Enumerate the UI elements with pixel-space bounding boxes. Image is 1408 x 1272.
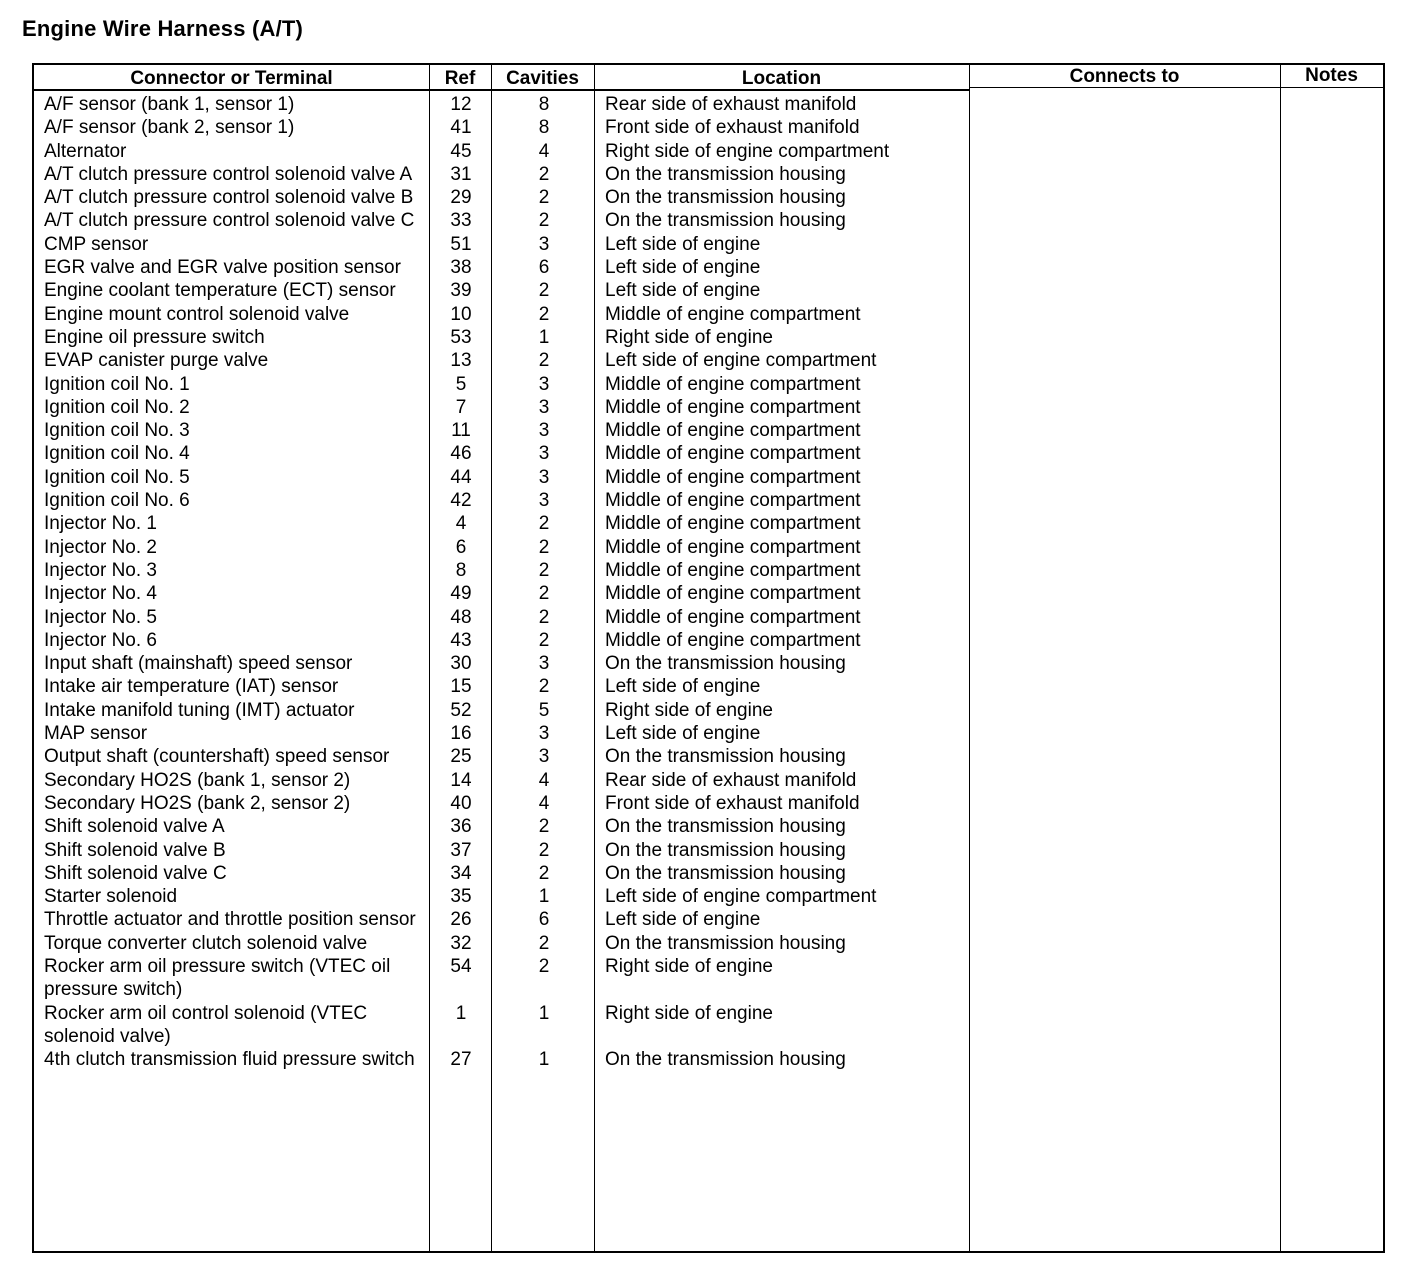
location: On the transmission housing (605, 816, 846, 838)
table-row (34, 722, 1383, 745)
location: Rear side of exhaust manifold (605, 769, 857, 791)
table-row (34, 466, 1383, 489)
ref-number: 45 (450, 140, 472, 162)
ref-number: 30 (450, 653, 472, 675)
connector-name: Throttle actuator and throttle position sensor (44, 909, 416, 931)
location: Middle of engine compartment (605, 443, 861, 465)
header-notes: Notes (1305, 65, 1358, 86)
ref-number: 48 (450, 606, 472, 628)
connector-name: Injector No. 5 (44, 606, 157, 628)
cavities-count: 3 (538, 746, 550, 768)
ref-number: 12 (450, 94, 472, 115)
table-row (34, 326, 1383, 349)
header-connector: Connector or Terminal (130, 68, 333, 89)
ref-number: 40 (450, 792, 472, 814)
table-row (34, 93, 1383, 116)
header-location: Location (741, 68, 822, 89)
connector-name: Torque converter clutch solenoid valve (44, 932, 368, 954)
table-row (34, 652, 1383, 675)
connector-name: A/T clutch pressure control solenoid valve C (44, 210, 415, 232)
table-row (34, 559, 1383, 582)
cavities-count: 2 (538, 513, 550, 535)
connector-name: Shift solenoid valve A (44, 816, 225, 838)
table-row (34, 233, 1383, 256)
cavities-count: 1 (538, 326, 550, 348)
connector-name: Engine coolant temperature (ECT) sensor (44, 280, 396, 302)
connector-name: Secondary HO2S (bank 1, sensor 2) (44, 769, 351, 791)
table-row (34, 116, 1383, 139)
table-row (34, 606, 1383, 629)
table-row (34, 955, 1383, 1002)
table-body (34, 93, 1383, 1071)
connector-name: A/F sensor (bank 2, sensor 1) (44, 117, 295, 139)
connector-name: Ignition coil No. 4 (44, 443, 190, 465)
table-row (34, 419, 1383, 442)
cavities-count: 1 (538, 1049, 550, 1071)
ref-number: 42 (450, 490, 472, 512)
table-row (34, 373, 1383, 396)
connector-name: Ignition coil No. 2 (44, 396, 190, 418)
cavities-count: 2 (538, 676, 550, 698)
location: Left side of engine (605, 280, 761, 302)
location: Front side of exhaust manifold (605, 792, 860, 814)
cavities-count: 3 (538, 420, 550, 442)
harness-table (32, 63, 1385, 1253)
ref-number: 16 (450, 723, 472, 745)
connector-name: A/F sensor (bank 1, sensor 1) (44, 94, 295, 115)
table-row (34, 512, 1383, 535)
cavities-count: 2 (538, 816, 550, 838)
location: Front side of exhaust manifold (605, 117, 860, 139)
connector-name: Engine oil pressure switch (44, 326, 265, 348)
ref-number: 53 (450, 326, 472, 348)
location: Middle of engine compartment (605, 373, 861, 395)
location: Middle of engine compartment (605, 420, 861, 442)
table-row (34, 699, 1383, 722)
cavities-count: 2 (538, 583, 550, 605)
location: Right side of engine (605, 326, 773, 348)
connector-name: Ignition coil No. 1 (44, 373, 190, 395)
cavities-count: 2 (538, 559, 550, 581)
location: Left side of engine compartment (605, 886, 877, 908)
connector-name: Ignition coil No. 3 (44, 420, 190, 442)
location: Middle of engine compartment (605, 559, 861, 581)
ref-number: 5 (455, 373, 467, 395)
ref-number: 33 (450, 210, 472, 232)
connector-name: Injector No. 6 (44, 629, 157, 651)
table-row (34, 815, 1383, 838)
header-ref: Ref (444, 68, 476, 89)
ref-number: 44 (450, 466, 472, 488)
page-title: Engine Wire Harness (A/T) (22, 16, 304, 41)
connector-name: Injector No. 1 (44, 513, 157, 535)
location: On the transmission housing (605, 746, 846, 768)
ref-number: 26 (450, 909, 472, 931)
connector-name: Injector No. 4 (44, 583, 157, 605)
location: Middle of engine compartment (605, 583, 861, 605)
ref-number: 35 (450, 886, 472, 908)
table-row (34, 885, 1383, 908)
table-row (34, 769, 1383, 792)
connector-name: Intake manifold tuning (IMT) actuator (44, 699, 355, 721)
connector-name: Rocker arm oil control solenoid (VTEC solenoid valve) (44, 1002, 368, 1047)
table-row (34, 862, 1383, 885)
cavities-count: 6 (538, 257, 550, 279)
connector-name: Ignition coil No. 5 (44, 466, 190, 488)
ref-number: 38 (450, 257, 472, 279)
table-row (34, 932, 1383, 955)
ref-number: 43 (450, 629, 472, 651)
cavities-count: 2 (538, 350, 550, 372)
location: On the transmission housing (605, 839, 846, 861)
cavities-count: 2 (538, 955, 550, 977)
cavities-count: 3 (538, 723, 550, 745)
location: On the transmission housing (605, 862, 846, 884)
location: Middle of engine compartment (605, 490, 861, 512)
location: Middle of engine compartment (605, 629, 861, 651)
connector-name: A/T clutch pressure control solenoid valve B (44, 187, 414, 209)
table-row (34, 536, 1383, 559)
connector-name: Intake air temperature (IAT) sensor (44, 676, 339, 698)
location: Middle of engine compartment (605, 303, 861, 325)
cavities-count: 3 (538, 466, 550, 488)
table-row (34, 186, 1383, 209)
connector-name: Input shaft (mainshaft) speed sensor (44, 653, 353, 675)
location: Middle of engine compartment (605, 396, 861, 418)
cavities-count: 2 (538, 932, 550, 954)
location: On the transmission housing (605, 653, 846, 675)
ref-number: 11 (451, 420, 471, 442)
ref-number: 41 (450, 117, 472, 139)
cavities-count: 8 (538, 94, 550, 115)
connector-name: CMP sensor (44, 233, 149, 255)
location: Middle of engine compartment (605, 536, 861, 558)
table-row (34, 279, 1383, 302)
ref-number: 13 (450, 350, 472, 372)
cavities-count: 2 (538, 187, 550, 209)
location: On the transmission housing (605, 163, 846, 185)
ref-number: 34 (450, 862, 472, 884)
table-row (34, 489, 1383, 512)
cavities-count: 3 (538, 653, 550, 675)
cavities-count: 2 (538, 839, 550, 861)
ref-number: 14 (450, 769, 472, 791)
cavities-count: 4 (538, 769, 550, 791)
table-row (34, 303, 1383, 326)
location: On the transmission housing (605, 210, 846, 232)
connector-name: Engine mount control solenoid valve (44, 303, 350, 325)
connector-name: Ignition coil No. 6 (44, 490, 190, 512)
location: Left side of engine (605, 257, 761, 279)
connector-name: Starter solenoid (44, 886, 178, 908)
cavities-count: 2 (538, 280, 550, 302)
location: Rear side of exhaust manifold (605, 94, 857, 115)
table-row (34, 792, 1383, 815)
table-row (34, 396, 1383, 419)
ref-number: 4 (455, 513, 467, 535)
cavities-count: 1 (538, 886, 550, 908)
cavities-count: 3 (538, 490, 550, 512)
connector-name: Secondary HO2S (bank 2, sensor 2) (44, 792, 351, 814)
connector-name: EVAP canister purge valve (44, 350, 269, 372)
table-row (34, 908, 1383, 931)
ref-number: 46 (450, 443, 472, 465)
header-cavities: Cavities (506, 68, 579, 89)
table-row (34, 582, 1383, 605)
table-row (34, 349, 1383, 372)
location: Right side of engine (605, 1002, 773, 1024)
connector-name: Injector No. 3 (44, 559, 157, 581)
ref-number: 54 (450, 955, 472, 977)
cavities-count: 2 (538, 163, 550, 185)
location: On the transmission housing (605, 1049, 846, 1071)
connector-name: Rocker arm oil pressure switch (VTEC oil pressure switch) (44, 955, 391, 1001)
table-row (34, 745, 1383, 768)
connector-name: Injector No. 2 (44, 536, 157, 558)
location: Right side of engine (605, 699, 773, 721)
location: Right side of engine compartment (605, 140, 890, 162)
ref-number: 8 (455, 559, 467, 581)
ref-number: 49 (450, 583, 472, 605)
cavities-count: 3 (538, 233, 550, 255)
ref-number: 1 (455, 1002, 467, 1024)
cavities-count: 6 (538, 909, 550, 931)
location: Middle of engine compartment (605, 466, 861, 488)
cavities-count: 1 (538, 1002, 550, 1024)
ref-number: 15 (450, 676, 472, 698)
ref-number: 25 (450, 746, 472, 768)
cavities-count: 3 (538, 443, 550, 465)
location: Left side of engine (605, 676, 761, 698)
ref-number: 6 (455, 536, 467, 558)
ref-number: 32 (450, 932, 472, 954)
connector-name: Alternator (44, 140, 127, 162)
table-row (34, 1048, 1383, 1071)
cavities-count: 2 (538, 629, 550, 651)
ref-number: 51 (450, 233, 472, 255)
cavities-count: 8 (538, 117, 550, 139)
ref-number: 27 (450, 1049, 472, 1071)
ref-number: 39 (450, 280, 472, 302)
table-row (34, 256, 1383, 279)
ref-number: 37 (450, 839, 472, 861)
table-row (34, 163, 1383, 186)
ref-number: 36 (450, 816, 472, 838)
table-row (34, 839, 1383, 862)
location: Middle of engine compartment (605, 606, 861, 628)
cavities-count: 2 (538, 862, 550, 884)
table-row (34, 442, 1383, 465)
cavities-count: 3 (538, 373, 550, 395)
table-row (34, 209, 1383, 232)
cavities-count: 4 (538, 792, 550, 814)
connector-name: Shift solenoid valve B (44, 839, 226, 861)
location: Left side of engine (605, 909, 761, 931)
cavities-count: 2 (538, 606, 550, 628)
table-row (34, 1002, 1383, 1049)
table-row (34, 675, 1383, 698)
connector-name: 4th clutch transmission fluid pressure switch (44, 1049, 415, 1071)
location: Left side of engine compartment (605, 350, 877, 372)
ref-number: 29 (450, 187, 472, 209)
table-row (34, 629, 1383, 652)
cavities-count: 5 (538, 699, 550, 721)
location: Left side of engine (605, 723, 761, 745)
location: Middle of engine compartment (605, 513, 861, 535)
location: On the transmission housing (605, 187, 846, 209)
connector-name: Output shaft (countershaft) speed sensor (44, 746, 390, 768)
ref-number: 31 (450, 163, 472, 185)
connector-name: Shift solenoid valve C (44, 862, 227, 884)
ref-number: 10 (450, 303, 472, 325)
connector-name: MAP sensor (44, 723, 148, 745)
cavities-count: 2 (538, 536, 550, 558)
table-row (34, 140, 1383, 163)
cavities-count: 2 (538, 210, 550, 232)
location: On the transmission housing (605, 932, 846, 954)
cavities-count: 3 (538, 396, 550, 418)
ref-number: 7 (455, 396, 467, 418)
location: Left side of engine (605, 233, 761, 255)
ref-number: 52 (450, 699, 472, 721)
connector-name: A/T clutch pressure control solenoid valve A (44, 163, 413, 185)
cavities-count: 2 (538, 303, 550, 325)
location: Right side of engine (605, 955, 773, 977)
header-connects-to: Connects to (1069, 66, 1180, 87)
cavities-count: 4 (538, 140, 550, 162)
connector-name: EGR valve and EGR valve position sensor (44, 257, 401, 279)
